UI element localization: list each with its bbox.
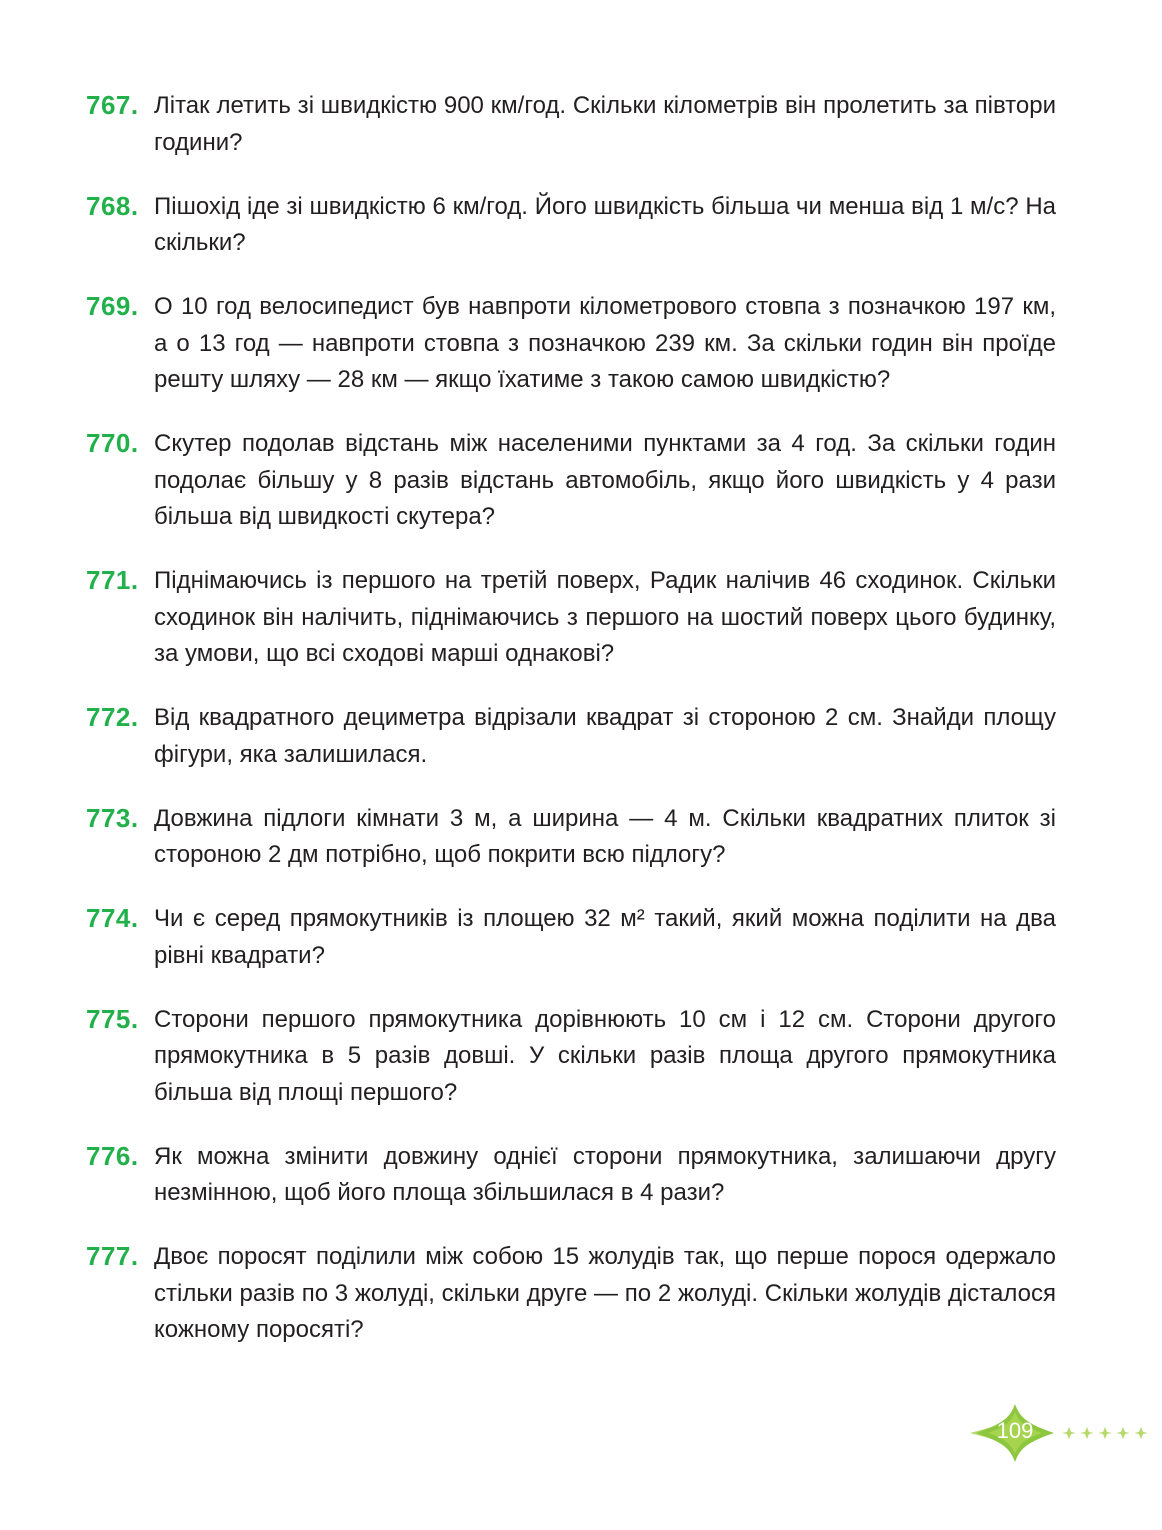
problem-number: 769. <box>86 291 139 321</box>
page-number-badge <box>968 1398 1158 1468</box>
problem-number: 772. <box>86 702 139 732</box>
problem-number: 776. <box>86 1140 139 1171</box>
problem-text: Двоє поросят поділили між собою 15 жолудів так, що перше порося одержало стільки разів по 3 жолуді, скільки друге — по 2 жолуді. Скільки жолудів дісталося кожному поросяті? <box>154 1243 1056 1343</box>
problem-list <box>86 88 1056 1376</box>
problem-771 <box>86 563 1056 673</box>
problem-text: О 10 год велосипедист був навпроти кілометрового стовпа з позначкою 197 км, а о 13 год — навпроти стовпа з позначкою 239 км. За скільки годин він проїде решту шляху — 28 км — якщо їхатиме з такою самою швидкістю? <box>154 293 1056 393</box>
problem-text: Від квадратного дециметра відрізали квадрат зі стороною 2 см. Знайди площу фігури, яка залишилася. <box>154 704 1056 768</box>
problem-text: Як можна змінити довжину однієї сторони прямокутника, залишаючи другу незмінною, щоб його площа збільшилася в 4 рази? <box>154 1142 1056 1206</box>
problem-text: Піднімаючись із першого на третій поверх, Радик налічив 46 сходинок. Скільки сходинок він налічить, піднімаючись з першого на шостий поверх цього будинку, за умови, що всі сходові марші однакові? <box>154 567 1056 667</box>
problem-text: Довжина підлоги кімнати 3 м, а ширина — 4 м. Скільки квадратних плиток зі стороною 2 дм потрібно, щоб покрити всю підлогу? <box>154 804 1056 868</box>
problem-776 <box>86 1139 1056 1212</box>
problem-text: Літак летить зі швидкістю 900 км/год. Скільки кілометрів він пролетить за півтори години? <box>154 92 1056 156</box>
problem-number: 768. <box>86 190 139 221</box>
problem-770 <box>86 426 1056 536</box>
problem-774 <box>86 901 1056 974</box>
problem-number: 773. <box>86 802 139 833</box>
problem-769 <box>86 289 1056 399</box>
problem-number: 774. <box>86 903 139 933</box>
problem-number: 767. <box>86 90 139 120</box>
problem-777 <box>86 1239 1056 1349</box>
problem-text: Скутер подолав відстань між населеними пунктами за 4 год. За скільки годин подолає більшу у 8 разів відстань автомобіль, якщо його швидкість у 4 рази більша від швидкості скутера? <box>154 430 1056 530</box>
sparkle-icon <box>1062 1427 1148 1439</box>
page-number: 109 <box>996 1418 1034 1443</box>
problem-text: Чи є серед прямокутників із площею 32 м² такий, який можна поділити на два рівні квадрати? <box>154 905 1056 969</box>
problem-773 <box>86 801 1056 874</box>
problem-767 <box>86 88 1056 161</box>
problem-number: 770. <box>86 428 139 458</box>
problem-text: Сторони першого прямокутника дорівнюють 10 см і 12 см. Сторони другого прямокутника в 5 разів довші. У скільки разів площа другого прямокутника більша від площі першого? <box>154 1005 1056 1106</box>
problem-number: 775. <box>86 1003 139 1034</box>
problem-768 <box>86 189 1056 262</box>
problem-772 <box>86 700 1056 773</box>
problem-text: Пішохід іде зі швидкістю 6 км/год. Його швидкість більша чи менша від 1 м/с? На скільки? <box>154 192 1056 256</box>
problem-number: 777. <box>86 1241 139 1271</box>
problem-775 <box>86 1002 1056 1112</box>
problem-number: 771. <box>86 565 139 595</box>
